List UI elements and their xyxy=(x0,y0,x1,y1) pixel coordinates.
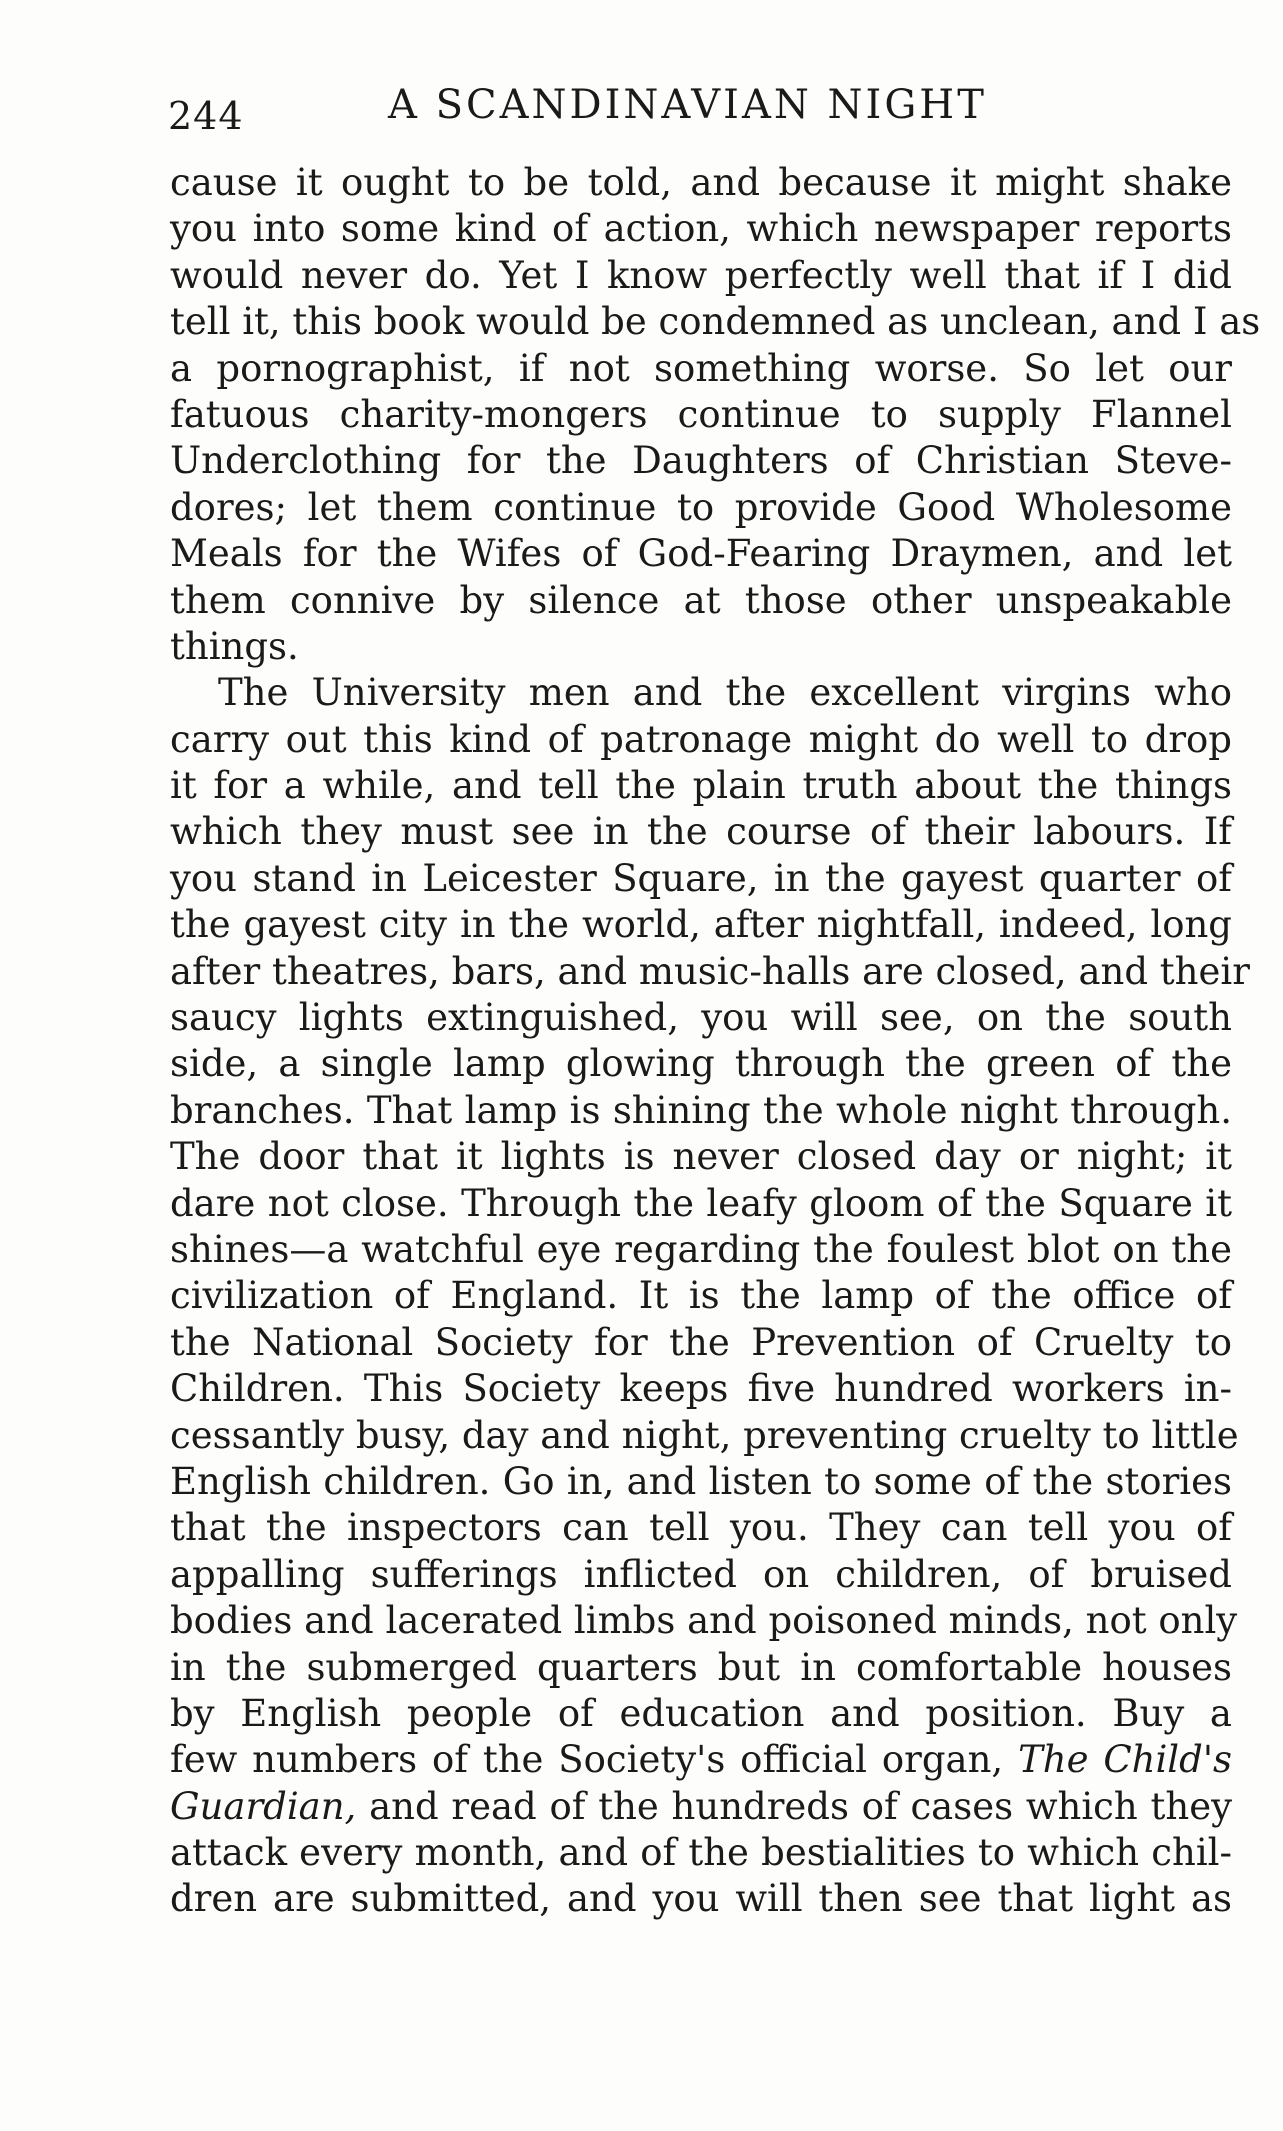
page-number: 244 xyxy=(168,94,244,138)
text-line: you into some kind of action, which newspaper reports xyxy=(170,207,1232,251)
text-line: dores; let them continue to provide Good Wholesome xyxy=(170,485,1232,529)
text-line: that the inspectors can tell you. They can tell you of xyxy=(170,1506,1232,1550)
text-line: cause it ought to be told, and because it might shake xyxy=(170,161,1232,204)
text-line: them connive by silence at those other unspeakable xyxy=(170,578,1232,622)
text-line: cessantly busy, day and night, preventing cruelty to little xyxy=(170,1413,1239,1457)
text-line: tell it, this book would be condemned as unclean, and I as xyxy=(170,300,1261,344)
running-title: A SCANDINAVIAN NIGHT xyxy=(388,82,987,128)
text-line: shines—a watchful eye regarding the foulest blot on the xyxy=(170,1227,1232,1271)
text-run: few numbers of the Society's official organ, xyxy=(170,1738,1019,1782)
text-line: branches. That lamp is shining the whole night through. xyxy=(170,1088,1232,1132)
journal-title-italic: The Child's xyxy=(1018,1738,1232,1782)
text-line: in the submerged quarters but in comfortable houses xyxy=(170,1645,1232,1689)
text-line: appalling sufferings inflicted on children, of bruised xyxy=(170,1552,1232,1596)
text-line xyxy=(170,1737,1232,1783)
paragraph-start-line: The University men and the excellent virgins who xyxy=(218,671,1232,715)
text-line: bodies and lacerated limbs and poisoned minds, not only xyxy=(170,1599,1238,1643)
text-line: would never do. Yet I know perfectly well that if I did xyxy=(170,253,1232,297)
text-line: after theatres, bars, and music-halls are closed, and their xyxy=(170,949,1250,993)
text-line: you stand in Leicester Square, in the gayest quarter of xyxy=(170,856,1232,900)
paragraph-end-line: things. xyxy=(170,624,299,668)
text-line: saucy lights extinguished, you will see, on the south xyxy=(170,996,1232,1040)
text-line: dren are submitted, and you will then see that light as xyxy=(170,1877,1232,1921)
text-line: attack every month, and of the bestialities to which chil- xyxy=(170,1831,1232,1875)
text-line: side, a single lamp glowing through the green of the xyxy=(170,1042,1232,1086)
running-head xyxy=(168,82,1228,142)
text-line: carry out this kind of patronage might do well to drop xyxy=(170,717,1232,761)
text-line: which they must see in the course of their labours. If xyxy=(170,810,1232,854)
text-line: a pornographist, if not something worse. So let our xyxy=(170,346,1232,390)
text-run: and read of the hundreds of cases which they xyxy=(356,1784,1232,1828)
text-line: Underclothing for the Daughters of Christian Steve- xyxy=(170,439,1232,483)
text-line: the gayest city in the world, after nightfall, indeed, long xyxy=(170,903,1232,947)
text-line: the National Society for the Prevention of Cruelty to xyxy=(170,1320,1232,1364)
text-line: The door that it lights is never closed day or night; it xyxy=(170,1135,1232,1179)
journal-title-italic: Guardian, xyxy=(170,1784,357,1828)
text-line: Children. This Society keeps five hundred workers in- xyxy=(170,1367,1232,1411)
text-line: English children. Go in, and listen to some of the stories xyxy=(170,1459,1232,1503)
text-line: it for a while, and tell the plain truth about the things xyxy=(170,764,1232,808)
text-line: by English people of education and position. Buy a xyxy=(170,1691,1232,1735)
text-line xyxy=(170,1784,1232,1830)
text-line: fatuous charity-mongers continue to supply Flannel xyxy=(170,392,1232,436)
text-line: dare not close. Through the leafy gloom of the Square it xyxy=(170,1181,1232,1225)
text-line: civilization of England. It is the lamp of the office of xyxy=(170,1274,1232,1318)
text-line: Meals for the Wifes of God-Fearing Draymen, and let xyxy=(170,532,1232,576)
body-text xyxy=(170,160,1261,1923)
